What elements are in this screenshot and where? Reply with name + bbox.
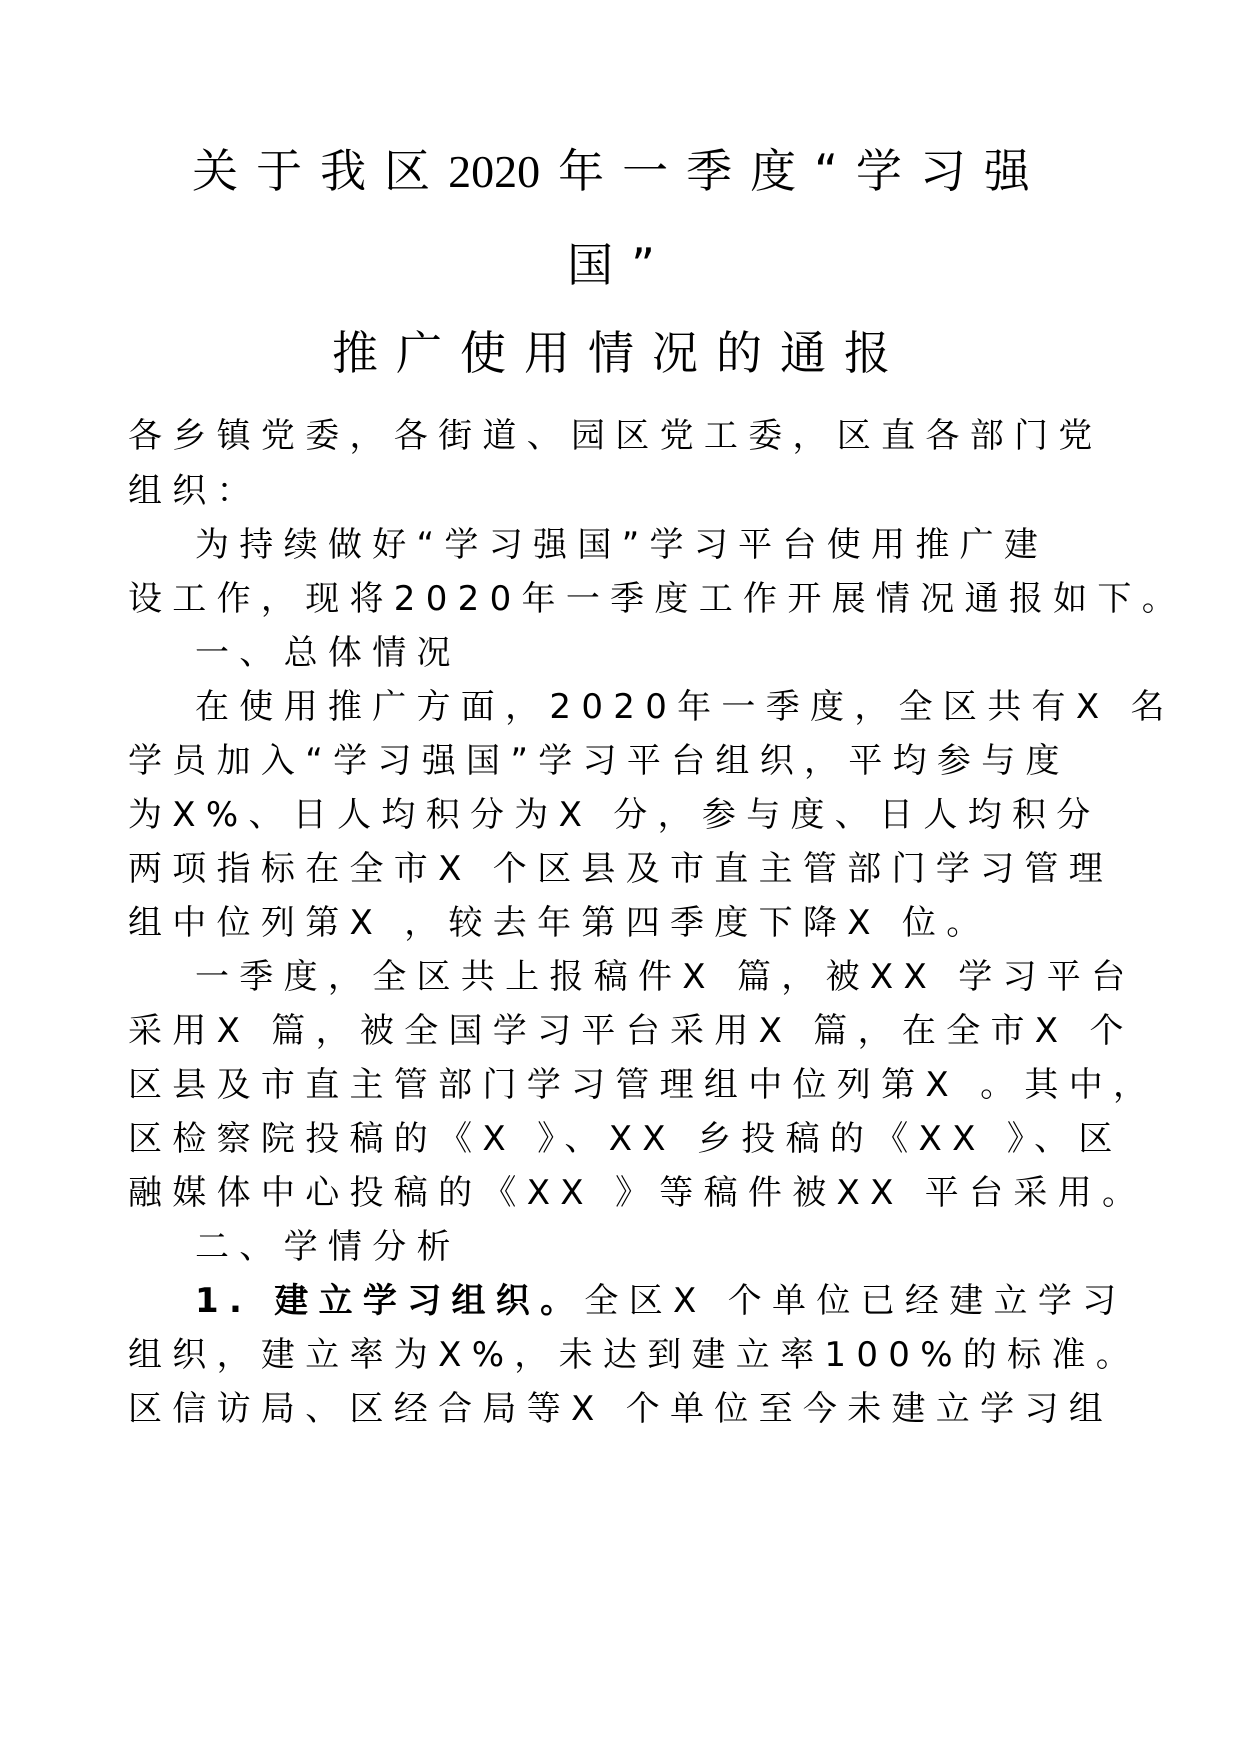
section-2-item-1-line-3: 区信访局、区经合局等X 个单位至今未建立学习组 <box>128 1389 1113 1429</box>
section-2-heading: 二、学情分析 <box>195 1227 461 1267</box>
salutation-line-1: 各乡镇党委，各街道、园区党工委，区直各部门党 <box>128 416 1103 456</box>
document-title-line-1 <box>0 144 1240 198</box>
section-1-para-1-line: 两项指标在全市X 个区县及市直主管部门学习管理 <box>128 849 1113 889</box>
section-1-para-1-line: 组中位列第X ，较去年第四季度下降X 位。 <box>128 903 991 943</box>
document-title-line-3: 推广使用情况的通报 <box>332 326 908 380</box>
intro-line-2: 设工作，现将2020年一季度工作开展情况通报如下。 <box>128 579 1187 619</box>
section-1-para-1-line: 学员加入“学习强国”学习平台组织，平均参与度 <box>128 741 1070 781</box>
salutation-line-2: 组织： <box>128 471 261 511</box>
title-text-a: 关于我区 <box>192 144 449 198</box>
title-text-b: 年一季度“学习强 <box>558 144 1048 198</box>
section-1-para-2-line: 区检察院投稿的《X 》、XX 乡投稿的《XX 》、区 <box>128 1119 1123 1159</box>
section-2-item-1-line-1 <box>195 1281 1127 1321</box>
item-1-text: 全区X 个单位已经建立学习 <box>584 1281 1127 1321</box>
section-1-heading: 一、总体情况 <box>195 633 461 673</box>
item-1-label: 1. 建立学习组织。 <box>195 1281 585 1321</box>
section-1-para-1-line: 为X%、日人均积分为X 分，参与度、日人均积分 <box>128 795 1101 835</box>
title-year: 2020 <box>448 146 541 197</box>
section-1-para-2-line: 融媒体中心投稿的《XX 》等稿件被XX 平台采用。 <box>128 1173 1147 1213</box>
section-1-para-2-line: 采用X 篇，被全国学习平台采用X 篇，在全市X 个 <box>128 1011 1134 1051</box>
section-1-para-2-line: 一季度，全区共上报稿件X 篇，被XX 学习平台 <box>195 957 1136 997</box>
document-title-line-2: 国” <box>567 238 673 292</box>
section-2-item-1-line-2: 组织，建立率为X%，未达到建立率100%的标准。 <box>128 1335 1140 1375</box>
section-1-para-1-line: 在使用推广方面，2020年一季度，全区共有X 名 <box>195 687 1175 727</box>
section-1-para-2-line: 区县及市直主管部门学习管理组中位列第X 。其中， <box>128 1065 1158 1105</box>
intro-line-1: 为持续做好“学习强国”学习平台使用推广建 <box>195 525 1049 565</box>
